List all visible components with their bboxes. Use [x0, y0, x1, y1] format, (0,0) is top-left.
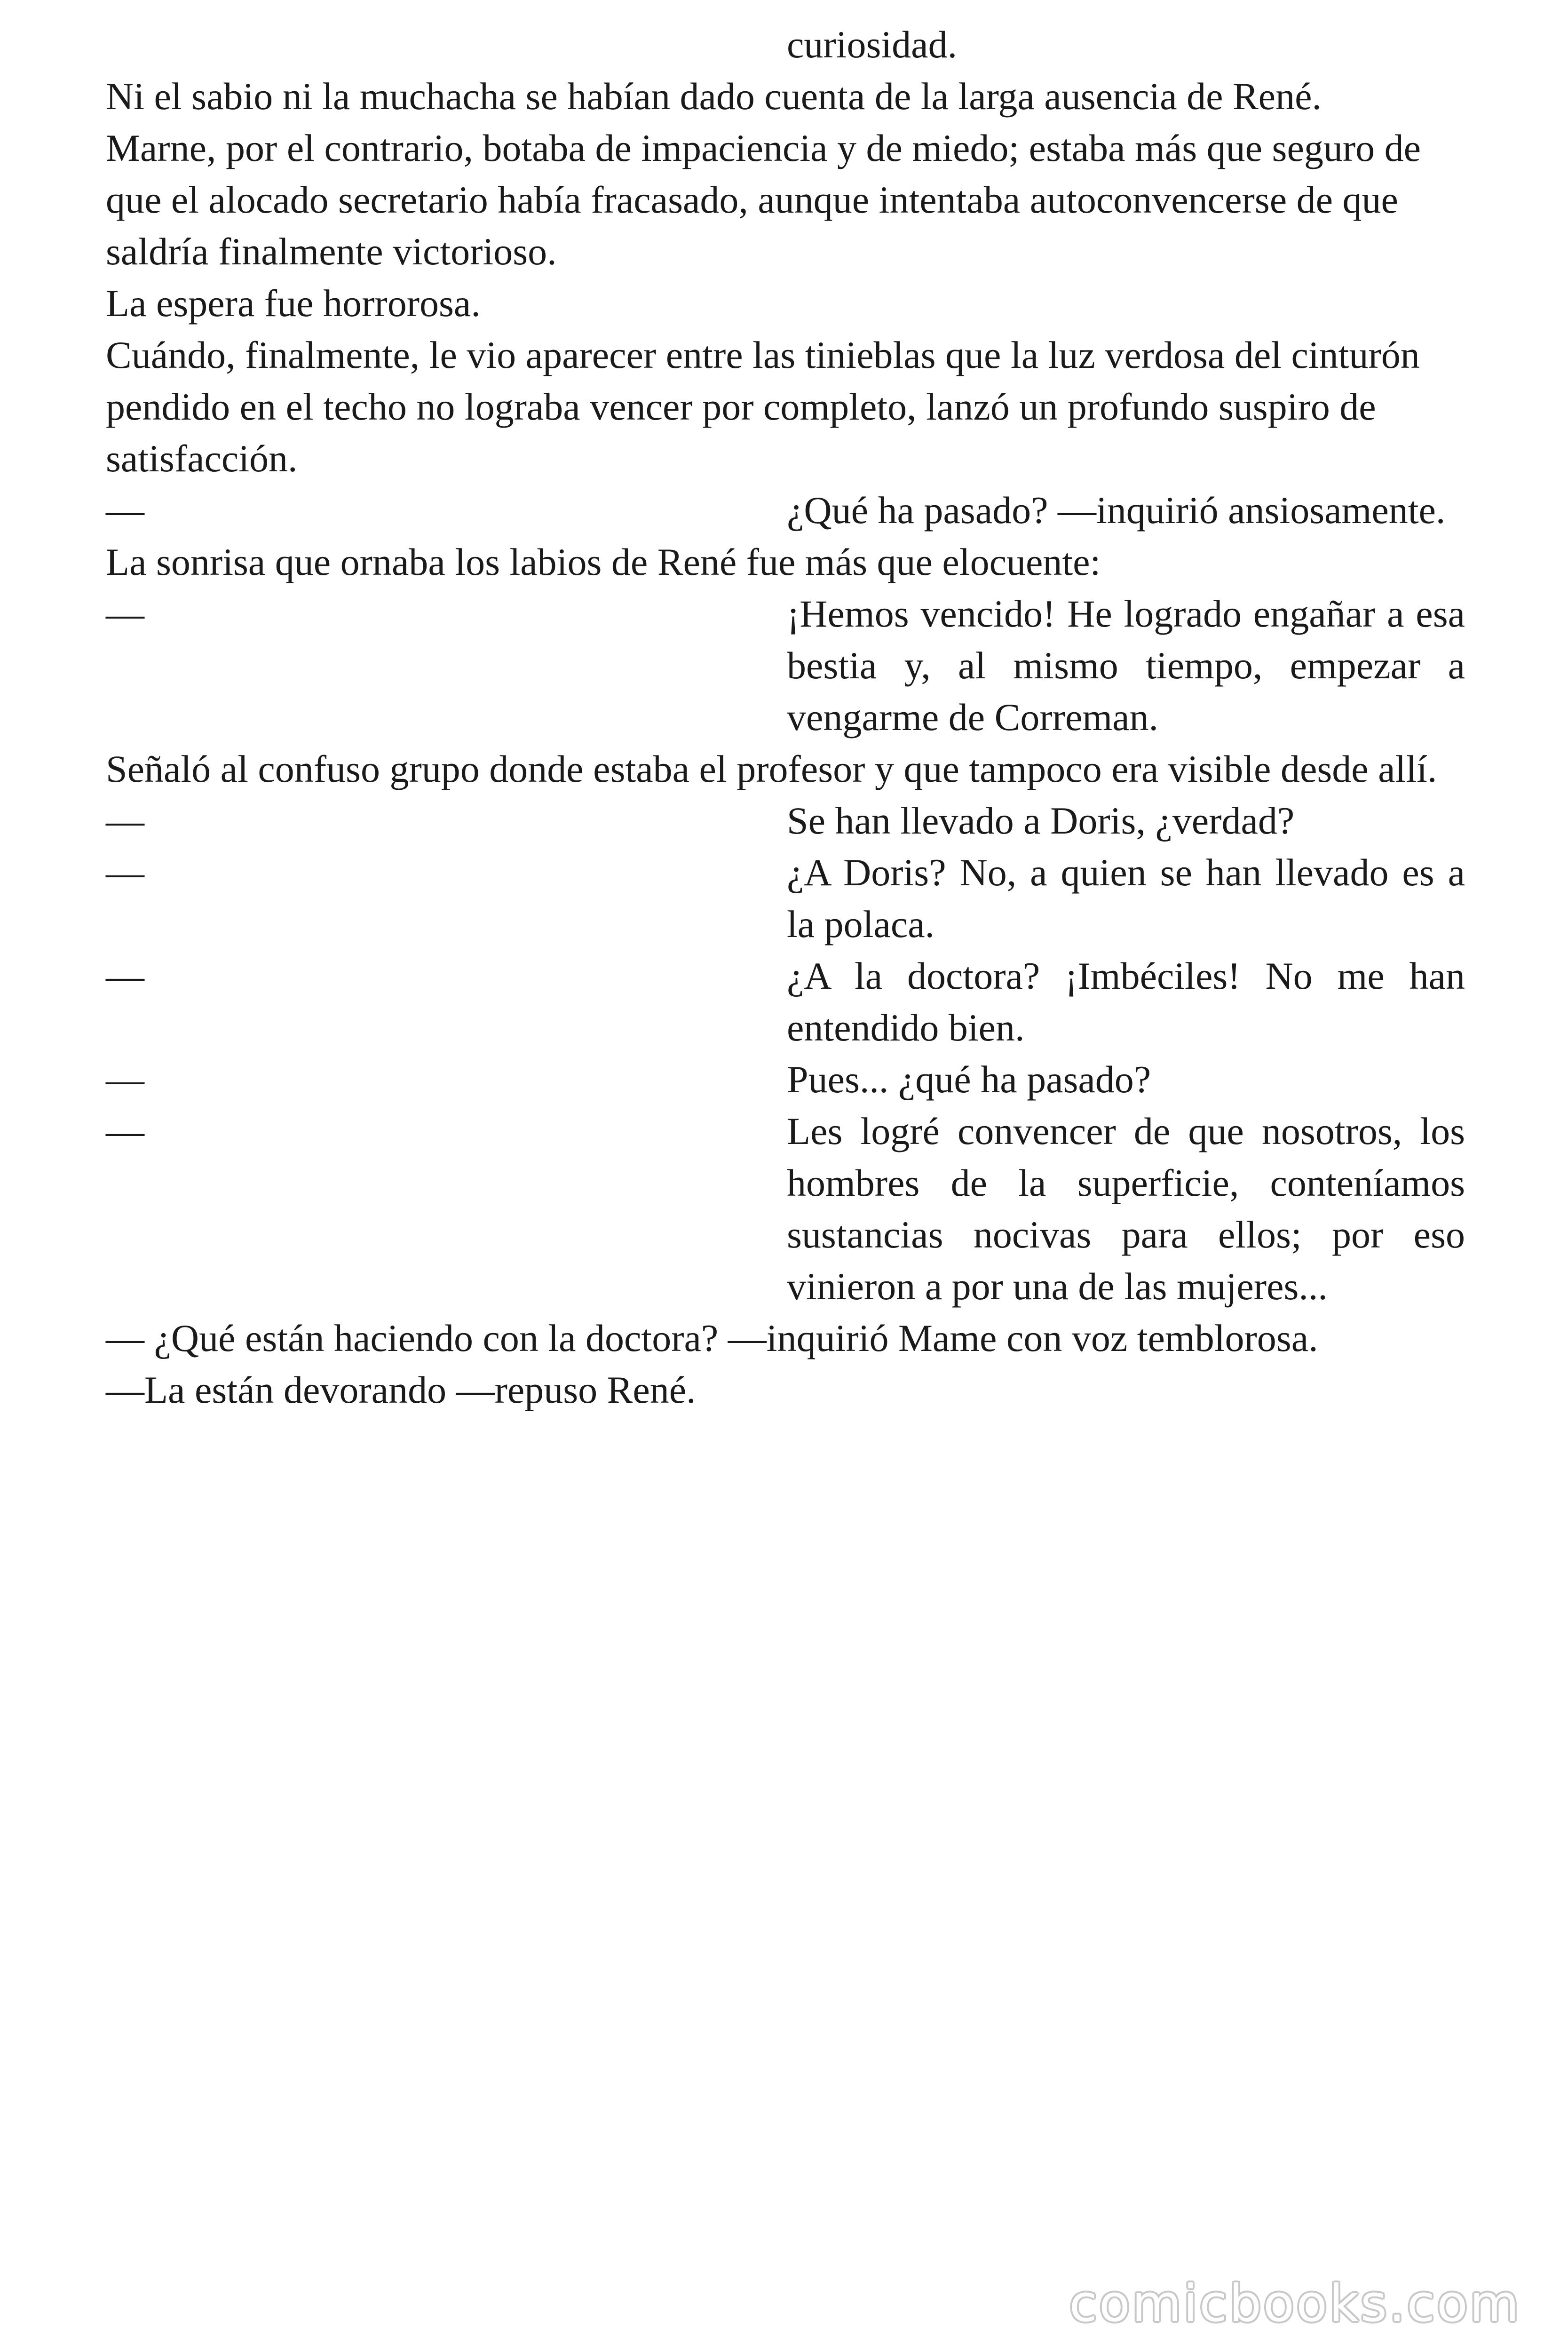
paragraph: La espera fue horrorosa.: [106, 282, 481, 325]
dialogue-line: [106, 795, 1465, 847]
dialogue-dash: —: [106, 851, 144, 894]
page-text: [106, 19, 1465, 1416]
paragraph: Señaló al confuso grupo donde estaba el profesor y que tampoco era visible desde allí.: [106, 747, 1437, 790]
dialogue-text: Pues... ¿qué ha pasado?: [787, 1058, 1151, 1101]
watermark-logo: comicbooks.com: [1069, 2274, 1521, 2333]
dialogue-line: [106, 847, 1465, 950]
dialogue-text: ¿Qué ha pasado? —inquirió ansiosamente.: [787, 489, 1446, 532]
dialogue-text: Les logré convencer de que nosotros, los hombres de la superficie, conteníamos sustancias nocivas para ellos; por eso vinieron a por una de las mujeres...: [787, 1110, 1465, 1308]
paragraph: Ni el sabio ni la muchacha se habían dado cuenta de la larga ausencia de René.: [106, 75, 1322, 118]
dialogue-text: ¡Hemos vencido! He logrado engañar a esa bestia y, al mismo tiempo, empezar a vengarme de Correman.: [787, 592, 1465, 739]
continuation-line: curiosidad.: [787, 23, 958, 66]
dialogue-text: Se han llevado a Doris, ¿verdad?: [787, 799, 1295, 842]
paragraph: Marne, por el contrario, botaba de impaciencia y de miedo; estaba más que seguro de que el alocado secretario había fracasado, aunque intentaba autoconvencerse de que saldría finalmente victorioso.: [106, 127, 1421, 273]
dialogue-line: [106, 485, 1465, 536]
dialogue-text: ¿A la doctora? ¡Imbéciles! No me han entendido bien.: [787, 954, 1465, 1049]
paragraph: —La están devorando —repuso René.: [106, 1368, 696, 1411]
dialogue-dash: —: [106, 799, 144, 842]
dialogue-line: [106, 1105, 1465, 1312]
dialogue-dash: —: [106, 1110, 144, 1152]
dialogue-line: [106, 950, 1465, 1054]
dialogue-dash: —: [106, 489, 144, 532]
dialogue-line: [106, 588, 1465, 743]
dialogue-dash: —: [106, 954, 144, 997]
dialogue-line: [106, 1054, 1465, 1105]
paragraph: Cuándo, finalmente, le vio aparecer entre las tinieblas que la luz verdosa del cinturón pendido en el techo no lograba vencer por completo, lanzó un profundo suspiro de satisfacción.: [106, 334, 1420, 480]
dialogue-text: ¿A Doris? No, a quien se han llevado es a la polaca.: [787, 851, 1465, 946]
paragraph: La sonrisa que ornaba los labios de René fue más que elocuente:: [106, 540, 1101, 583]
dialogue-dash: —: [106, 592, 144, 635]
dialogue-dash: —: [106, 1058, 144, 1101]
paragraph: — ¿Qué están haciendo con la doctora? —inquirió Mame con voz temblorosa.: [106, 1317, 1318, 1359]
